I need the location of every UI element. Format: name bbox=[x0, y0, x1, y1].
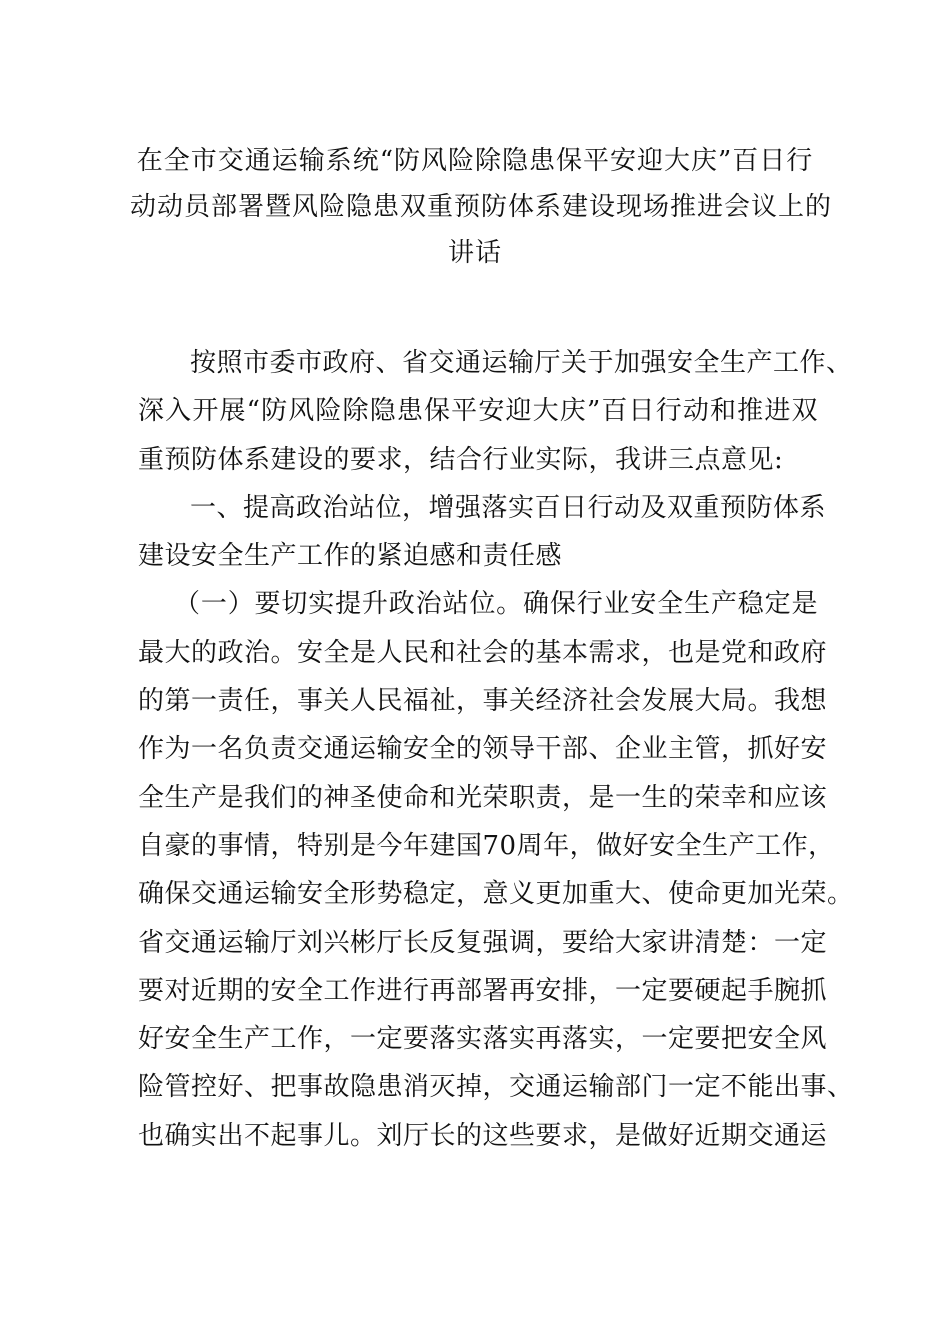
body-line: 也确实出不起事儿。刘厅长的这些要求，是做好近期交通运 bbox=[138, 1120, 828, 1151]
body-line: 全生产是我们的神圣使命和光荣职责，是一生的荣幸和应该 bbox=[138, 782, 828, 813]
body-line: 按照市委市政府、省交通运输厅关于加强安全生产工作、 bbox=[190, 348, 853, 378]
body-line: （一）要切实提升政治站位。确保行业安全生产稳定是 bbox=[174, 589, 818, 620]
title-line: 动动员部署暨风险隐患双重预防体系建设现场推进会议上的 bbox=[130, 192, 833, 222]
body-line: 最大的政治。安全是人民和社会的基本需求，也是党和政府 bbox=[138, 637, 828, 668]
body-line: 的第一责任，事关人民福祉，事关经济社会发展大局。我想 bbox=[138, 686, 828, 717]
section-heading-line: 一、提高政治站位，增强落实百日行动及双重预防体系 bbox=[190, 492, 827, 523]
body-line: 深入开展“防风险除隐患保平安迎大庆”百日行动和推进双 bbox=[138, 396, 818, 427]
body-line: 自豪的事情，特别是今年建国70周年，做好安全生产工作， bbox=[138, 830, 835, 861]
body-line: 确保交通运输安全形势稳定，意义更加重大、使命更加光荣。 bbox=[138, 879, 854, 910]
document-title bbox=[130, 138, 833, 276]
title-line: 在全市交通运输系统“防风险除隐患保平安迎大庆”百日行 bbox=[136, 146, 814, 176]
body-line: 要对近期的安全工作进行再部署再安排，一定要硬起手腕抓 bbox=[138, 975, 828, 1006]
body-line: 险管控好、把事故隐患消灭掉，交通运输部门一定不能出事、 bbox=[138, 1072, 854, 1103]
body-line: 好安全生产工作，一定要落实落实再落实，一定要把安全风 bbox=[138, 1024, 828, 1055]
title-line: 讲话 bbox=[447, 238, 502, 268]
body-line: 省交通运输厅刘兴彬厅长反复强调，要给大家讲清楚：一定 bbox=[138, 927, 828, 958]
body-line: 重预防体系建设的要求，结合行业实际，我讲三点意见: bbox=[138, 444, 784, 475]
section-heading-line: 建设安全生产工作的紧迫感和责任感 bbox=[138, 541, 563, 572]
document-body bbox=[138, 339, 854, 1160]
body-line: 作为一名负责交通运输安全的领导干部、企业主管，抓好安 bbox=[138, 734, 828, 765]
